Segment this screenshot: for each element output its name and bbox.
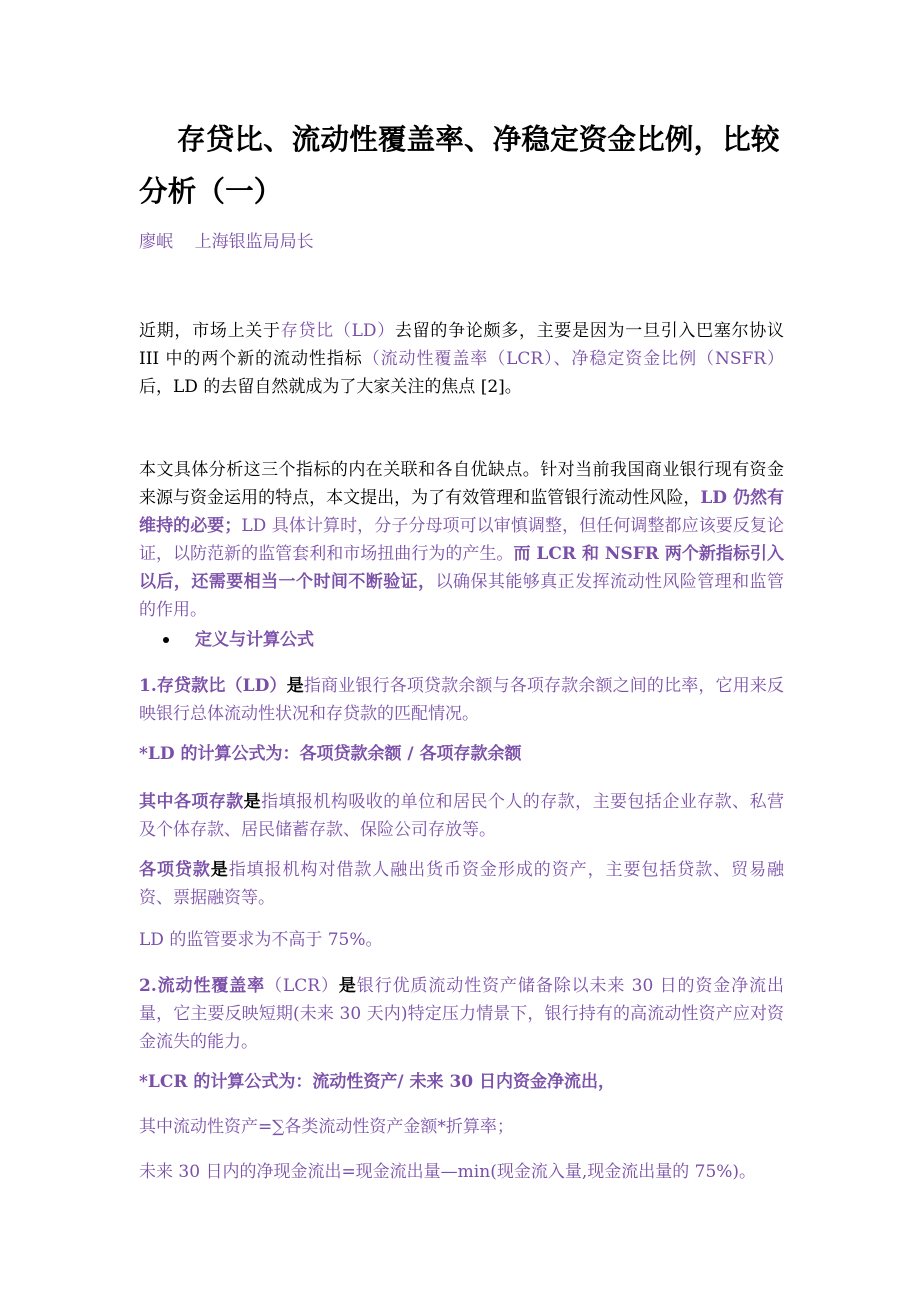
ld-def-title: 1.存贷款比（LD） [139,676,287,696]
ld-formula: *LD 的计算公式为：各项贷款余额 / 各项存款余额 [139,744,522,764]
bullet-dot-icon [163,637,169,643]
summary-highlight-1: LD 仍然有维持的必要； [139,488,784,536]
loans-term: 各项贷款 [139,860,211,880]
summary-highlight-2: 而 LCR 和 NSFR 两个新指标引入以后，还需要相当一个时间不断验证， [139,544,784,592]
summary-text-2: LD 具体计算时，分子分母项可以审慎调整，但任何调整都应该要反复论证，以防范新的监管套利和市场扭曲行为的产生。 [139,516,785,564]
ld-loans-definition [139,856,784,912]
loans-text: 指填报机构对借款人融出货币资金形成的资产，主要包括贷款、贸易融资、票据融资等。 [139,860,785,908]
document-title: 存贷比、流动性覆盖率、净稳定资金比例，比较分析（一） [139,123,780,208]
section-heading: 定义与计算公式 [195,630,314,650]
ld-deposits-definition [139,788,784,844]
lcr-formula: *LCR 的计算公式为：流动性资产/ 未来 30 日内资金净流出， [139,1072,616,1092]
intro-paragraph [139,317,784,401]
author-line [139,228,314,256]
loans-is: 是 [210,860,229,880]
ld-def-text: 指商业银行各项贷款余额与各项存款余额之间的比率，它用来反映银行总体流动性状况和存贷款的匹配情况。 [139,676,785,724]
lcr-net-outflow: 未来 30 日内的净现金流出=现金流出量—min(现金流入量,现金流出量的 75%)。 [139,1162,757,1182]
ld-def-is: 是 [286,676,304,696]
intro-text-1: 近期，市场上关于 [139,321,281,341]
summary-paragraph [139,456,784,624]
lcr-def-title: 2.流动性覆盖率 [139,976,266,996]
intro-text-2: 去留的争论颇多，主要是因为一旦引入巴塞尔协议 III 中的两个新的流动性指标 [139,321,784,369]
summary-text-3: 以确保其能够真正发挥流动性风险管理和监管的作用。 [139,572,785,620]
summary-text-1: 本文具体分析这三个指标的内在关联和各自优缺点。针对当前我国商业银行现有资金来源与资金运用的特点，本文提出，为了有效管理和监管银行流动性风险， [139,460,784,508]
intro-text-3: 后，LD 的去留自然就成为了大家关注的焦点 [2]。 [139,377,522,397]
lcr-def-text: 银行优质流动性资产储备除以未来 30 日的资金净流出量，它主要反映短期(未来 30 天内)特定压力情景下，银行持有的高流动性资产应对资金流失的能力。 [139,976,784,1052]
lcr-liquid-assets: 其中流动性资产=∑各类流动性资产金额*折算率； [139,1117,514,1137]
lcr-def-abbr: （LCR） [265,976,339,996]
deposits-term: 其中各项存款 [139,792,244,812]
lcr-definition [139,972,784,1056]
intro-link-ld: 存贷比（LD） [280,321,395,341]
author-position: 上海银监局局长 [194,232,314,252]
deposits-is: 是 [243,792,262,812]
ld-definition [139,672,784,728]
author-name: 廖岷 [139,232,173,252]
intro-link-lcr-nsfr: （流动性覆盖率（LCR）、净稳定资金比例（NSFR） [362,349,784,369]
ld-requirement: LD 的监管要求为不高于 75%。 [139,930,383,950]
lcr-def-is: 是 [338,976,357,996]
deposits-text: 指填报机构吸收的单位和居民个人的存款，主要包括企业存款、私营及个体存款、居民储蓄存款、保险公司存放等。 [139,792,785,840]
